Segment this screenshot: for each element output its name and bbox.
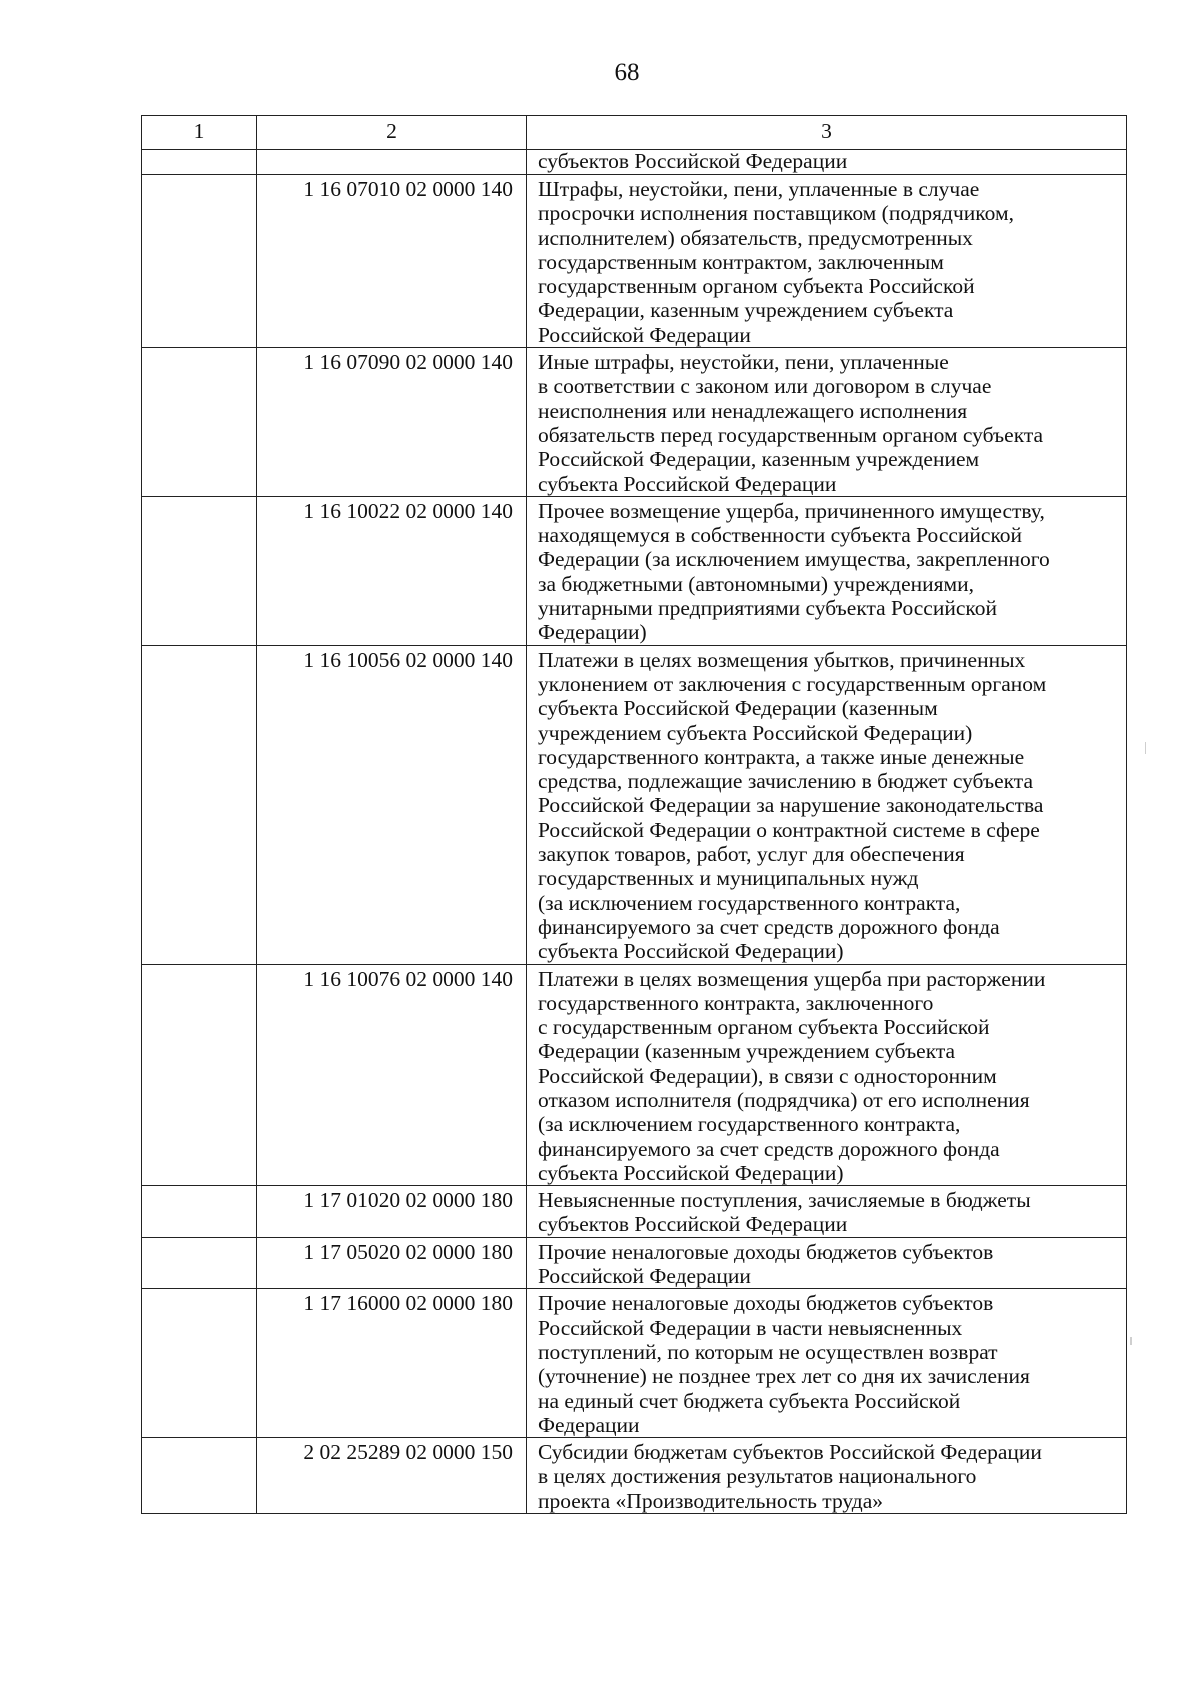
description-cell: Прочее возмещение ущерба, причиненного имуществу, находящемуся в собственности субъекта Российской Федерации (за исключением имущества, закрепленного за бюджетными (автономными) учреждениями, унитарными предприятиями субъекта Российской Федерации) <box>527 496 1127 645</box>
row-number-cell <box>142 496 257 645</box>
budget-code-cell: 1 16 07090 02 0000 140 <box>257 348 527 497</box>
row-number-cell <box>142 1186 257 1238</box>
budget-code-cell: 1 16 10022 02 0000 140 <box>257 496 527 645</box>
row-number-cell <box>142 645 257 964</box>
scan-artifact <box>1130 1337 1132 1345</box>
row-number-cell <box>142 964 257 1186</box>
row-number-cell <box>142 1289 257 1438</box>
column-header-3: 3 <box>527 116 1127 150</box>
description-cell: Субсидии бюджетам субъектов Российской Федерации в целях достижения результатов национального проекта «Производительность труда» <box>527 1438 1127 1514</box>
continuation-description-cell: субъектов Российской Федерации <box>527 150 1127 175</box>
row-number-cell <box>142 175 257 348</box>
budget-code-cell: 2 02 25289 02 0000 150 <box>257 1438 527 1514</box>
continuation-code-cell <box>257 150 527 175</box>
budget-code-cell: 1 16 10076 02 0000 140 <box>257 964 527 1186</box>
table-row <box>142 496 1127 645</box>
continuation-row <box>142 150 1127 175</box>
description-cell: Невыясненные поступления, зачисляемые в бюджеты субъектов Российской Федерации <box>527 1186 1127 1238</box>
budget-code-cell: 1 16 07010 02 0000 140 <box>257 175 527 348</box>
description-cell: Прочие неналоговые доходы бюджетов субъектов Российской Федерации <box>527 1237 1127 1289</box>
table-row <box>142 1186 1127 1238</box>
table-header-row <box>142 116 1127 150</box>
budget-code-cell: 1 17 16000 02 0000 180 <box>257 1289 527 1438</box>
row-number-cell <box>142 1438 257 1514</box>
description-cell: Штрафы, неустойки, пени, уплаченные в случае просрочки исполнения поставщиком (подрядчиком, исполнителем) обязательств, предусмотренных государственным контрактом, заключенным государственным органом субъекта Российской Федерации, казенным учреждением субъекта Российской Федерации <box>527 175 1127 348</box>
table-row <box>142 175 1127 348</box>
table-row <box>142 964 1127 1186</box>
table-row <box>142 645 1127 964</box>
row-number-cell <box>142 1237 257 1289</box>
page-number: 68 <box>614 59 640 86</box>
description-cell: Платежи в целях возмещения ущерба при расторжении государственного контракта, заключенного с государственным органом субъекта Российской Федерации (казенным учреждением субъекта Российской Федерации), в связи с односторонним отказом исполнителя (подрядчика) от его исполнения (за исключением государственного контракта, финансируемого за счет средств дорожного фонда субъекта Российской Федерации) <box>527 964 1127 1186</box>
description-cell: Платежи в целях возмещения убытков, причиненных уклонением от заключения с государственным органом субъекта Российской Федерации (казенным учреждением субъекта Российской Федерации) государственного контракта, а также иные денежные средства, подлежащие зачислению в бюджет субъекта Российской Федерации за нарушение законодательства Российской Федерации о контрактной системе в сфере закупок товаров, работ, услуг для обеспечения государственных и муниципальных нужд (за исключением государственного контракта, финансируемого за счет средств дорожного фонда субъекта Российской Федерации) <box>527 645 1127 964</box>
budget-codes-table <box>141 115 1127 1514</box>
scan-artifact <box>1145 742 1146 754</box>
table-row <box>142 1289 1127 1438</box>
table-row <box>142 1438 1127 1514</box>
budget-code-cell: 1 17 01020 02 0000 180 <box>257 1186 527 1238</box>
table-row <box>142 1237 1127 1289</box>
column-header-2: 2 <box>257 116 527 150</box>
row-number-cell <box>142 348 257 497</box>
description-cell: Иные штрафы, неустойки, пени, уплаченные в соответствии с законом или договором в случае неисполнения или ненадлежащего исполнения обязательств перед государственным органом субъекта Российской Федерации, казенным учреждением субъекта Российской Федерации <box>527 348 1127 497</box>
continuation-col1-cell <box>142 150 257 175</box>
table-row <box>142 348 1127 497</box>
description-cell: Прочие неналоговые доходы бюджетов субъектов Российской Федерации в части невыясненных поступлений, по которым не осуществлен возврат (уточнение) не позднее трех лет со дня их зачисления на единый счет бюджета субъекта Российской Федерации <box>527 1289 1127 1438</box>
column-header-1: 1 <box>142 116 257 150</box>
budget-code-cell: 1 16 10056 02 0000 140 <box>257 645 527 964</box>
budget-code-cell: 1 17 05020 02 0000 180 <box>257 1237 527 1289</box>
